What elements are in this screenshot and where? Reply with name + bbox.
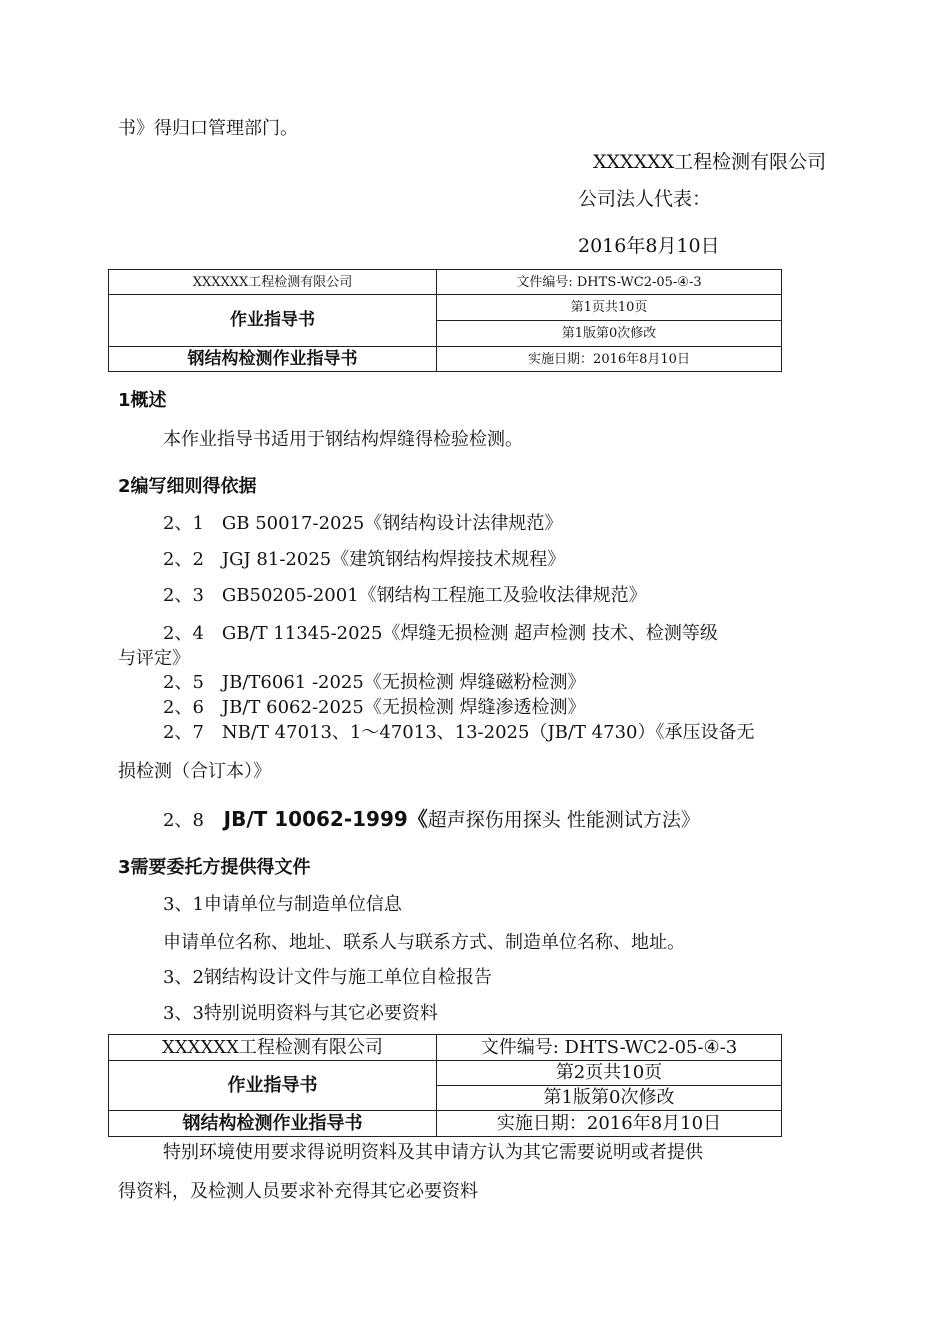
section-3-heading: 3需要委托方提供得文件 [118, 857, 311, 878]
header-version: 第1版第0次修改 [437, 1086, 782, 1111]
signature-rep: 公司法人代表： [578, 188, 712, 210]
header-doc-number: 文件编号: DHTS-WC2-05-④-3 [437, 270, 782, 295]
reference-item: 2、3 GB50205-2001《钢结构工程施工及验收法律规范》 [163, 585, 647, 606]
header-doc-type: 作业指导书 [109, 1061, 437, 1111]
header-title: 钢结构检测作业指导书 [109, 1111, 437, 1137]
header-company: XXXXXX工程检测有限公司 [109, 1035, 437, 1061]
reference-item-8 [163, 803, 700, 832]
reference-item: 2、6 JB/T 6062-2025《无损检测 焊缝渗透检测》 [163, 697, 586, 718]
reference-item: 2、5 JB/T6061 -2025《无损检测 焊缝磁粉检测》 [163, 672, 586, 693]
section-3-item: 3、2钢结构设计文件与施工单位自检报告 [163, 967, 492, 988]
section-3-item: 3、3特别说明资料与其它必要资料 [163, 1003, 438, 1024]
continuation-line: 书》得归口管理部门。 [118, 118, 298, 139]
header-version: 第1版第0次修改 [437, 321, 782, 347]
reference-item-continued: 与评定》 [118, 648, 190, 669]
section-1-text: 本作业指导书适用于钢结构焊缝得检验检测。 [163, 429, 523, 450]
header-title: 钢结构检测作业指导书 [109, 347, 437, 372]
header-page: 第2页共10页 [437, 1061, 782, 1086]
section-1-heading: 1概述 [118, 390, 167, 411]
reference-item: 2、7 NB/T 47013、1～47013、13-2025（JB/T 4730）《承压设备无 [163, 722, 755, 743]
signature-date: 2016年8月10日 [578, 235, 720, 257]
header-page: 第1页共10页 [437, 295, 782, 321]
body-paragraph-line: 特别环境使用要求得说明资料及其申请方认为其它需要说明或者提供 [163, 1142, 703, 1163]
header-effective-date: 实施日期：2016年8月10日 [437, 1111, 782, 1137]
header-company: XXXXXX工程检测有限公司 [109, 270, 437, 295]
section-3-item: 3、1申请单位与制造单位信息 [163, 894, 402, 915]
reference-8-code: JB/T 10062-1999《 [223, 807, 428, 831]
signature-company: XXXXXX工程检测有限公司 [593, 151, 827, 173]
header-effective-date: 实施日期：2016年8月10日 [437, 347, 782, 372]
document-header-table-2 [108, 1034, 782, 1137]
reference-item: 2、1 GB 50017-2025《钢结构设计法律规范》 [163, 513, 563, 534]
header-doc-type: 作业指导书 [109, 295, 437, 347]
document-header-table-1 [108, 269, 782, 372]
reference-8-title: 超声探伤用探头 性能测试方法》 [427, 809, 700, 831]
section-2-heading: 2编写细则得依据 [118, 476, 257, 497]
reference-item-continued: 损检测（合订本）》 [118, 761, 271, 782]
reference-8-number: 2、8 [163, 810, 204, 831]
section-3-item: 申请单位名称、地址、联系人与联系方式、制造单位名称、地址。 [163, 932, 685, 953]
reference-item: 2、2 JGJ 81-2025《建筑钢结构焊接技术规程》 [163, 549, 566, 570]
reference-item: 2、4 GB/T 11345-2025《焊缝无损检测 超声检测 技术、检测等级 [163, 623, 718, 644]
body-paragraph-line: 得资料，及检测人员要求补充得其它必要资料 [118, 1181, 478, 1202]
header-doc-number: 文件编号: DHTS-WC2-05-④-3 [437, 1035, 782, 1061]
